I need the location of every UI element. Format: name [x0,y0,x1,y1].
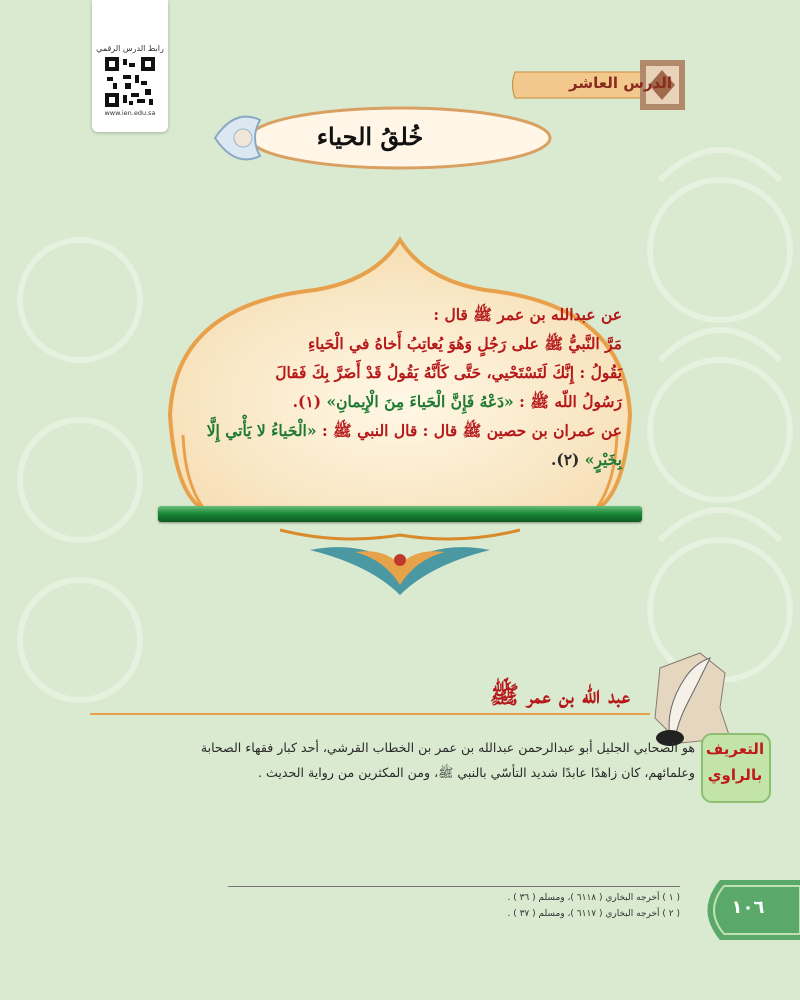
page-number: ١٠٦ [731,897,765,918]
bio-line-1: هو الصحابي الجليل أبو عبدالرحمن عبدالله بن عمر بن الخطاب القرشي، أحد كبار فقهاء الصحابة [200,740,695,755]
narrator-divider [90,713,650,715]
hadith-segment: يَقُولُ : إِنَّكَ لَتَسْتَحْيي، حَتَّى كَأَنَّهُ يَقُولُ قَدْ أَضَرَّ بِكَ فَقالَ [275,363,622,382]
footnote-rule [228,886,680,887]
footnote-2: ( ٢ ) أخرجه البخاري ( ٦١١٧ )، ومسلم ( ٣٧ ) . [507,909,680,919]
footnote-1: ( ١ ) أخرجه البخاري ( ٦١١٨ )، ومسلم ( ٣٦ ) . [507,893,680,903]
hadith-line-2 [180,329,622,358]
hadith-text [180,300,622,474]
hadith-line-3 [180,358,622,387]
qr-label: رابط الدرس الرقمي [96,44,164,53]
hadith-line-1 [180,300,622,329]
hadith-line-4 [180,387,622,416]
hadith-line-5 [180,416,622,445]
lesson-number-label: الدرس العاشر [569,74,672,92]
hadith-segment: رَسُولُ اللّه ﷺ : [513,392,622,411]
lesson-title: خُلقُ الحياء [316,122,424,151]
bio-tab-label-line2: بالراوي [707,766,763,784]
hadith-segment: مَرَّ النَّبيُّ ﷺ على رَجُلٍ وَهُوَ يُعاتِبُ أَخاهُ في الْحَياءِ [307,334,622,353]
hadith-quote: «الْحَياءُ لا يَأْتي إِلَّا [206,421,317,440]
footnote-ref-1[interactable]: (١). [292,392,327,411]
footnotes [380,890,680,922]
bio-tab-label-line1: التعريف [705,740,765,758]
qr-code-icon[interactable] [105,57,155,107]
hadith-quote: بِخَيْرٍ» [584,450,622,469]
qr-code-box[interactable] [92,0,168,132]
hadith-quote: «دَعْهُ فَإِنَّ الْحَياءَ مِنَ الْإِيمانِ» [326,392,514,411]
hadith-segment: عن عبدالله بن عمر ﷺ قال : [433,305,622,324]
bio-line-2: وعلمائهم، كان زاهدًا عابدًا شديد التأسّي بالنبي ﷺ، ومن المكثرين من رواية الحديث . [258,765,695,780]
footnote-ref-2[interactable]: (٢). [550,450,585,469]
narrator-biography [115,735,695,785]
floral-ornament [270,520,530,600]
hadith-segment: عن عمران بن حصين ﷺ قال : قال النبي ﷺ : [316,421,622,440]
qr-url: www.ien.edu.sa [104,109,156,117]
hadith-line-6 [180,445,622,474]
narrator-name-heading: عبد الله بن عمر ﷺ [489,680,630,709]
